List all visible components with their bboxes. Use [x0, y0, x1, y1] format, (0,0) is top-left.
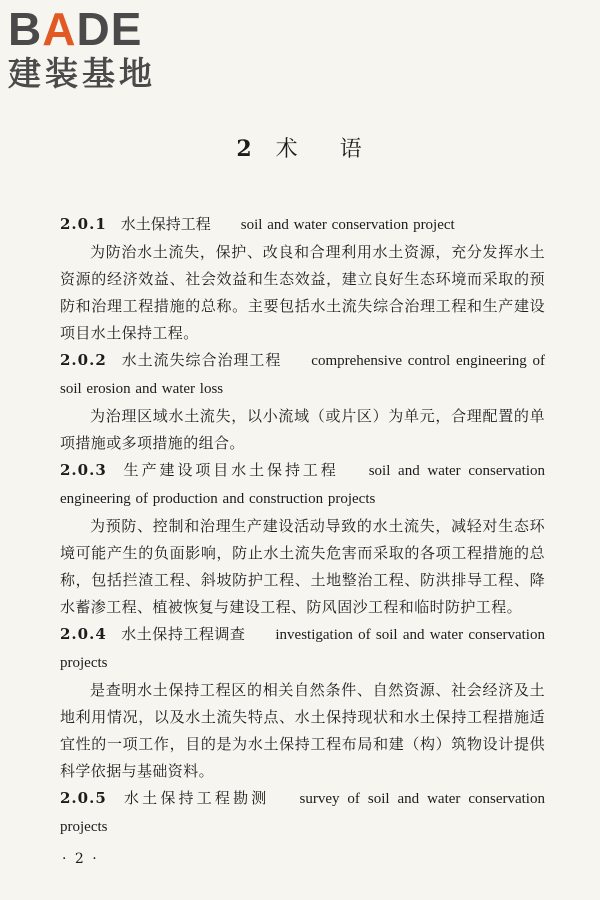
term-definition: 是查明水土保持工程区的相关自然条件、自然资源、社会经济及土地利用情况，以及水土流失特点、水土保持现状和水土保持工程措施适宜性的一项工作，目的是为水土保持工程布局和建（构）筑物设计提供科学依据与基础资料。: [60, 681, 545, 780]
term-number: 2.0.2: [60, 351, 107, 369]
term-number: 2.0.5: [60, 789, 107, 807]
bade-logo: [8, 3, 178, 94]
term-english: soil and water conservation engineering of production and construction projects: [60, 463, 545, 507]
logo-wordmark: BADE: [8, 3, 143, 55]
term-definition: 为治理区域水土流失，以小流域（或片区）为单元，合理配置的单项措施或多项措施的组合。: [60, 407, 545, 452]
term-number: 2.0.1: [60, 215, 107, 233]
term-entry: [60, 347, 545, 457]
term-entry: [60, 211, 545, 347]
term-definition: 为防治水土流失，保护、改良和合理利用水土资源，充分发挥水土资源的经济效益、社会效益和生态效益，建立良好生态环境而采取的预防和治理工程措施的总称。主要包括水土流失综合治理工程和生产建设项目水土保持工程。: [60, 243, 545, 342]
term-english: survey of soil and water conservation projects: [60, 791, 545, 835]
chapter-title: [0, 132, 600, 163]
term-heading: [60, 621, 545, 677]
term-number: 2.0.3: [60, 461, 107, 479]
term-entry: [60, 457, 545, 621]
term-heading: [60, 785, 545, 841]
chapter-title-part2: 语: [339, 137, 364, 162]
term-chinese: 水土流失综合治理工程: [120, 351, 282, 369]
chapter-title-part1: 术: [275, 137, 300, 162]
page-number: · 2 ·: [62, 851, 99, 867]
logo-subtitle: 建装基地: [8, 54, 156, 93]
term-english: investigation of soil and water conservation projects: [60, 627, 545, 671]
term-number: 2.0.4: [60, 625, 107, 643]
term-chinese: 水土保持工程: [120, 215, 211, 233]
term-heading: [60, 211, 545, 239]
term-entry: [60, 621, 545, 785]
term-entry: [60, 785, 545, 841]
term-chinese: 生产建设项目水土保持工程: [120, 461, 339, 479]
term-chinese: 水土保持工程调查: [120, 625, 246, 643]
term-english: comprehensive control engineering of soil erosion and water loss: [60, 353, 545, 397]
term-heading: [60, 457, 545, 513]
terms-section: [60, 211, 545, 841]
chapter-number: 2: [236, 136, 254, 162]
term-chinese: 水土保持工程勘测: [120, 789, 270, 807]
term-heading: [60, 347, 545, 403]
term-definition: 为预防、控制和治理生产建设活动导致的水土流失，减轻对生态环境可能产生的负面影响，防止水土流失危害而采取的各项工程措施的总称，包括拦渣工程、斜坡防护工程、土地整治工程、防洪排导工程、降水蓄渗工程、植被恢复与建设工程、防风固沙工程和临时防护工程。: [60, 517, 545, 616]
term-english: soil and water conservation project: [240, 217, 455, 233]
